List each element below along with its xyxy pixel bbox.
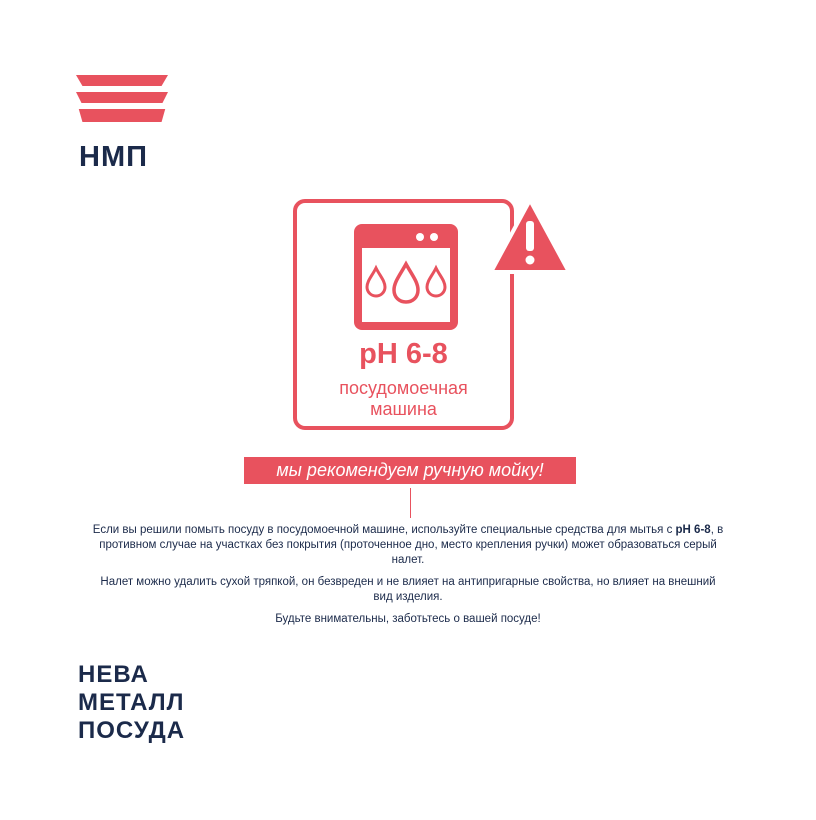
instructions-paragraph-2: Налет можно удалить сухой тряпкой, он безвреден и не влияет на антипригарные свойства, но влияет на внешний вид изделия. [100, 576, 716, 603]
brand-line-2: МЕТАЛЛ [78, 689, 185, 716]
brand-name [78, 661, 185, 745]
recommendation-banner: мы рекомендуем ручную мойку! [244, 457, 576, 484]
logo-stripe-top [76, 75, 168, 86]
connector-line [410, 488, 411, 518]
dishwasher-icon [354, 224, 458, 330]
logo-stripe-bottom [76, 109, 168, 122]
dishwasher-caption [293, 378, 514, 420]
dishwasher-caption-line1: посудомоечная [339, 378, 468, 398]
instructions-paragraph-3: Будьте внимательны, заботьтесь о вашей посуде! [275, 613, 541, 625]
logo-stripe-middle [76, 92, 168, 103]
brand-line-1: НЕВА [78, 661, 149, 688]
instructions-p1-start: Если вы решили помыть посуду в посудомоечной машине, используйте специальные средства для мытья с [92, 524, 676, 536]
instructions-text [90, 523, 726, 634]
company-logo [76, 75, 168, 175]
logo-abbreviation: НМП [79, 141, 148, 173]
instructions-paragraph-1 [90, 523, 726, 568]
warning-triangle-icon [489, 197, 571, 275]
instructions-p1-ph: pH 6-8 [675, 524, 711, 536]
brand-line-3: ПОСУДА [78, 717, 186, 744]
ph-label: pH 6-8 [359, 338, 448, 370]
instructions-p1-end: , в противном случае на участках без покрытия (проточенное дно, место крепления ручки) может образоваться серый налет. [99, 524, 724, 566]
dishwasher-caption-line2: машина [370, 399, 437, 419]
